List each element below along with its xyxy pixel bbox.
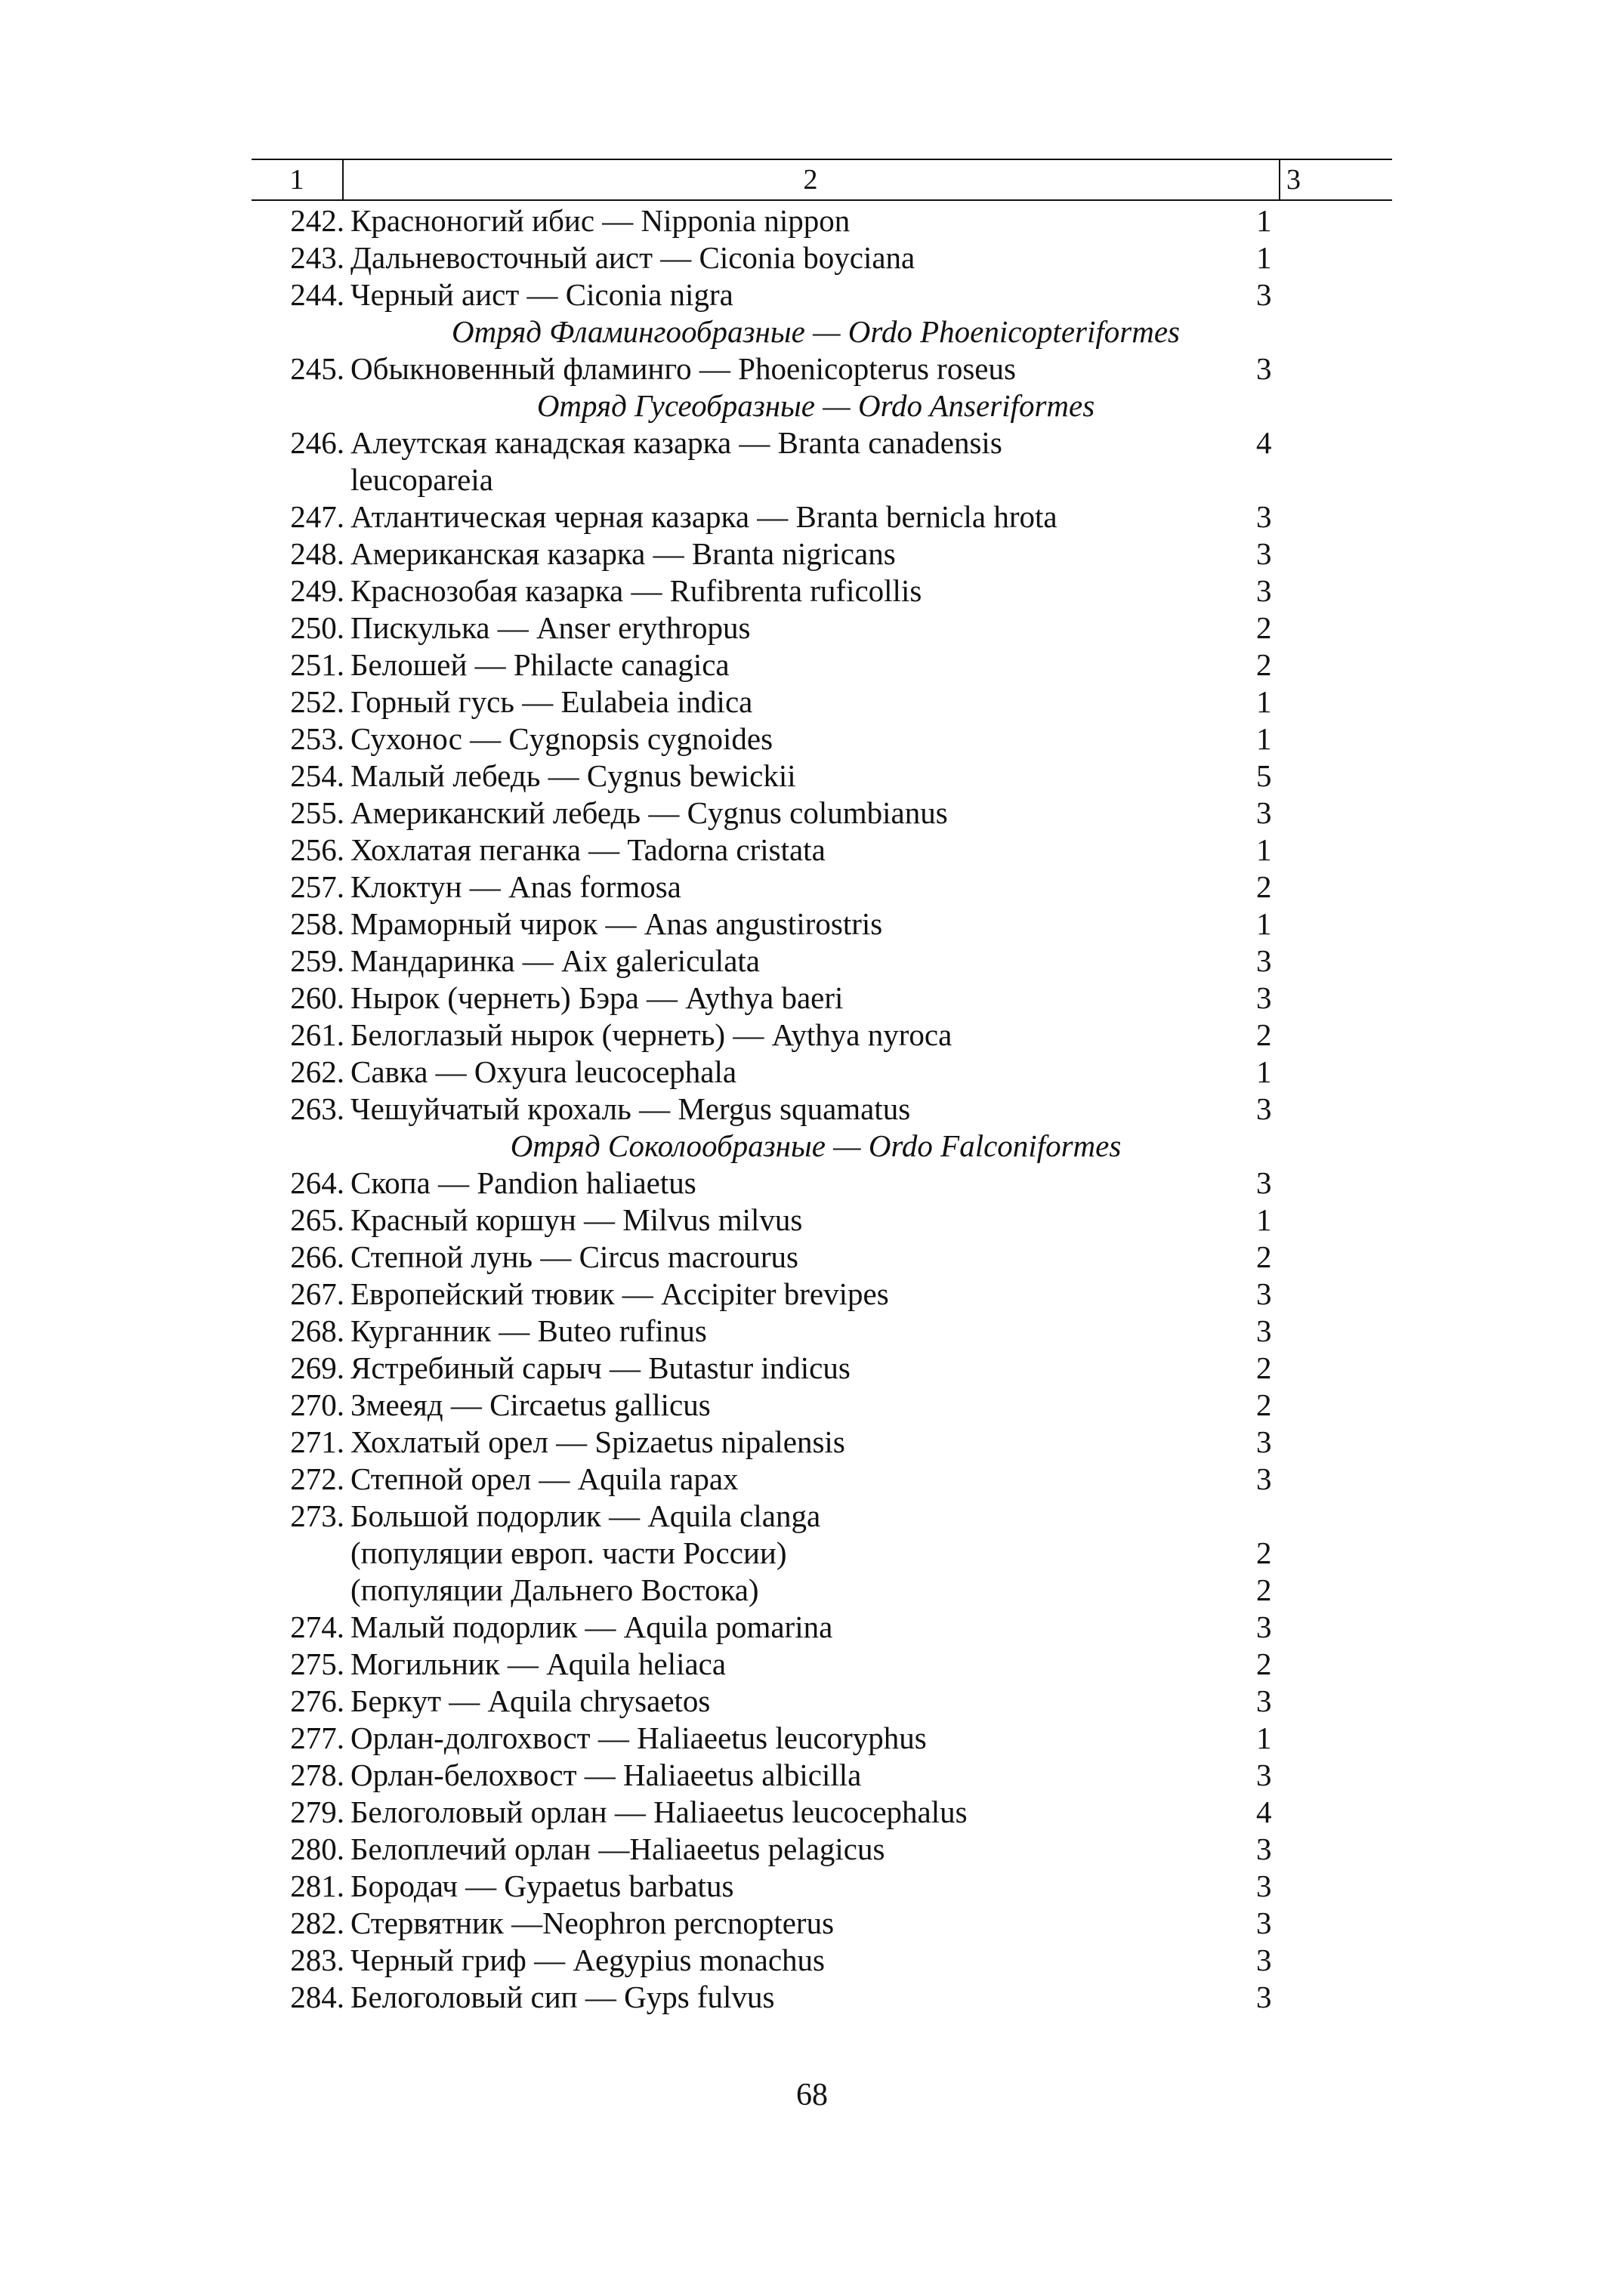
species-row — [252, 1498, 1392, 1535]
species-row — [252, 1276, 1392, 1313]
species-number: 278. — [290, 1757, 344, 1792]
species-category: 3 — [1256, 351, 1272, 386]
species-category: 2 — [1256, 1572, 1272, 1607]
species-name: Дальневосточный аист — Ciconia boyciana — [350, 240, 915, 275]
species-row — [252, 276, 1392, 313]
species-row — [252, 795, 1392, 832]
species-category: 1 — [1256, 203, 1272, 238]
species-name: Хохлатый орел — Spizaetus nipalensis — [350, 1424, 845, 1459]
species-category: 2 — [1256, 1239, 1272, 1274]
species-category: 4 — [1256, 1795, 1272, 1829]
species-row — [252, 572, 1392, 609]
species-row — [252, 1609, 1392, 1646]
species-number: 270. — [290, 1387, 344, 1422]
species-category: 3 — [1256, 1424, 1272, 1459]
species-row — [252, 1868, 1392, 1905]
species-name: Малый лебедь — Cygnus bewickii — [350, 758, 796, 793]
species-row — [252, 535, 1392, 572]
species-name: Черный аист — Ciconia nigra — [350, 277, 733, 312]
species-name: Змееяд — Circaetus gallicus — [350, 1387, 711, 1422]
species-number: 242. — [290, 203, 344, 238]
species-name: Могильник — Aquila heliaca — [350, 1646, 727, 1681]
species-row — [252, 1794, 1392, 1831]
species-category: 2 — [1256, 869, 1272, 904]
species-number: 252. — [290, 684, 344, 719]
species-number: 257. — [290, 869, 344, 904]
species-category: 1 — [1256, 240, 1272, 275]
header-col-1: 1 — [289, 164, 304, 196]
species-row — [252, 647, 1392, 684]
species-name: Белоплечий орлан —Haliaeetus pelagicus — [350, 1832, 885, 1866]
species-row — [252, 832, 1392, 869]
species-category: 2 — [1256, 610, 1272, 645]
species-row — [252, 609, 1392, 647]
species-category: 3 — [1256, 795, 1272, 830]
species-number: 269. — [290, 1350, 344, 1385]
species-number: 249. — [290, 573, 344, 608]
species-category: 2 — [1256, 647, 1272, 682]
species-category: 3 — [1256, 1276, 1272, 1311]
species-name: Стервятник —Neophron percnopterus — [350, 1906, 835, 1940]
species-category: 4 — [1256, 425, 1272, 460]
species-category: 1 — [1256, 1054, 1272, 1089]
species-category: 1 — [1256, 721, 1272, 756]
species-name: Беркут — Aquila chrysaetos — [350, 1683, 711, 1718]
species-name: Скопа — Pandion haliaetus — [350, 1165, 696, 1200]
order-heading — [252, 1128, 1281, 1165]
species-number: 280. — [290, 1832, 344, 1866]
species-name: Обыкновенный фламинго — Phoenicopterus roseus — [350, 351, 1016, 386]
species-number: 243. — [290, 240, 344, 275]
species-number: 276. — [290, 1683, 344, 1718]
species-name: Краснозобая казарка — Rufibrenta ruficollis — [350, 573, 922, 608]
species-category: 3 — [1256, 1943, 1272, 1977]
species-category: 1 — [1256, 1202, 1272, 1237]
species-category: 2 — [1256, 1350, 1272, 1385]
species-name: leucopareia — [350, 462, 493, 497]
species-name: (популяции Дальнего Востока) — [350, 1572, 759, 1607]
species-name: Американский лебедь — Cygnus columbianus — [350, 795, 948, 830]
species-category: 3 — [1256, 573, 1272, 608]
header-col-3: 3 — [1286, 164, 1301, 196]
species-row — [252, 1054, 1392, 1091]
species-number: 258. — [290, 906, 344, 941]
species-number: 251. — [290, 647, 344, 682]
species-row — [252, 721, 1392, 758]
species-row — [252, 1424, 1392, 1461]
species-number: 277. — [290, 1720, 344, 1755]
species-name: Белоглазый нырок (чернеть) — Aythya nyroca — [350, 1017, 952, 1052]
species-row — [252, 943, 1392, 980]
species-number: 262. — [290, 1054, 344, 1089]
page-number: 68 — [796, 2078, 828, 2112]
order-heading — [252, 313, 1281, 350]
species-row — [252, 1017, 1392, 1054]
species-category: 3 — [1256, 943, 1272, 978]
species-name: Ястребиный сарыч — Butastur indicus — [350, 1350, 851, 1385]
species-number: 248. — [290, 536, 344, 571]
species-name: Сухонос — Cygnopsis cygnoides — [350, 721, 773, 756]
species-name: Мандаринка — Aix galericulata — [350, 943, 760, 978]
species-category: 3 — [1256, 499, 1272, 534]
species-row — [252, 239, 1392, 276]
species-name: Степной лунь — Circus macrourus — [350, 1239, 798, 1274]
species-row — [252, 498, 1392, 535]
species-row — [252, 906, 1392, 943]
species-category: 3 — [1256, 1906, 1272, 1940]
species-row — [252, 1461, 1392, 1498]
species-number: 271. — [290, 1424, 344, 1459]
species-category: 3 — [1256, 1757, 1272, 1792]
species-number: 263. — [290, 1091, 344, 1126]
species-number: 244. — [290, 277, 344, 312]
species-number: 264. — [290, 1165, 344, 1200]
species-number: 272. — [290, 1461, 344, 1496]
species-row — [252, 350, 1392, 387]
species-number: 279. — [290, 1795, 344, 1829]
species-name: Черный гриф — Aegypius monachus — [350, 1943, 825, 1977]
species-number: 274. — [290, 1609, 344, 1644]
species-row — [252, 1313, 1392, 1350]
species-category: 1 — [1256, 906, 1272, 941]
species-name: Клоктун — Anas formosa — [350, 869, 681, 904]
species-category: 3 — [1256, 1461, 1272, 1496]
species-number: 266. — [290, 1239, 344, 1274]
species-row — [252, 1831, 1392, 1868]
species-name: Нырок (чернеть) Бэра — Aythya baeri — [350, 980, 844, 1015]
species-row — [252, 1165, 1392, 1202]
species-row — [252, 1350, 1392, 1387]
species-row — [252, 1239, 1392, 1276]
species-row — [252, 1720, 1392, 1757]
table-header — [252, 159, 1392, 201]
species-category: 3 — [1256, 536, 1272, 571]
species-row — [252, 758, 1392, 795]
species-name: Американская казарка — Branta nigricans — [350, 536, 896, 571]
order-heading — [252, 387, 1281, 424]
species-name: Орлан-белохвост — Haliaeetus albicilla — [350, 1757, 862, 1792]
species-category: 3 — [1256, 980, 1272, 1015]
species-category: 3 — [1256, 1165, 1272, 1200]
species-category: 3 — [1256, 1832, 1272, 1866]
species-name: (популяции европ. части России) — [350, 1535, 787, 1570]
species-name: Алеутская канадская казарка — Branta canadensis — [350, 425, 1002, 460]
species-row — [252, 1979, 1392, 2016]
species-name: Степной орел — Aquila rapax — [350, 1461, 739, 1496]
species-number: 282. — [290, 1906, 344, 1940]
species-number: 247. — [290, 499, 344, 534]
species-name: Хохлатая пеганка — Tadorna cristata — [350, 832, 826, 867]
order-heading-text: Отряд Гусеобразные — Ordo Anseriformes — [536, 388, 1095, 423]
species-category: 3 — [1256, 277, 1272, 312]
species-name: Красный коршун — Milvus milvus — [350, 1202, 803, 1237]
species-category: 2 — [1256, 1017, 1272, 1052]
species-category: 3 — [1256, 1683, 1272, 1718]
species-category: 2 — [1256, 1646, 1272, 1681]
species-name: Большой подорлик — Aquila clanga — [350, 1498, 821, 1533]
species-row — [252, 1942, 1392, 1979]
species-category: 1 — [1256, 684, 1272, 719]
species-number: 255. — [290, 795, 344, 830]
species-number: 245. — [290, 351, 344, 386]
species-number: 256. — [290, 832, 344, 867]
species-name: Горный гусь — Eulabeia indica — [350, 684, 753, 719]
species-name: Пискулька — Anser erythropus — [350, 610, 751, 645]
species-row — [252, 1535, 1392, 1572]
species-number: 265. — [290, 1202, 344, 1237]
species-name: Белоголовый орлан — Haliaeetus leucocephalus — [350, 1795, 968, 1829]
species-row — [252, 1646, 1392, 1683]
species-number: 267. — [290, 1276, 344, 1311]
species-number: 281. — [290, 1869, 344, 1903]
species-number: 275. — [290, 1646, 344, 1681]
species-row — [252, 461, 1392, 498]
species-name: Савка — Oxyura leucocephala — [350, 1054, 737, 1089]
species-category: 5 — [1256, 758, 1272, 793]
species-row — [252, 1202, 1392, 1239]
species-number: 250. — [290, 610, 344, 645]
species-name: Курганник — Buteo rufinus — [350, 1313, 707, 1348]
species-category: 3 — [1256, 1609, 1272, 1644]
species-row — [252, 1387, 1392, 1424]
species-row — [252, 202, 1392, 239]
species-row — [252, 1683, 1392, 1720]
species-name: Европейский тювик — Accipiter brevipes — [350, 1276, 889, 1311]
order-heading-text: Отряд Соколообразные — Ordo Falconiformes — [510, 1128, 1122, 1163]
species-name: Мраморный чирок — Anas angustirostris — [350, 906, 883, 941]
species-number: 254. — [290, 758, 344, 793]
species-number: 259. — [290, 943, 344, 978]
species-category: 1 — [1256, 1720, 1272, 1755]
species-category: 2 — [1256, 1535, 1272, 1570]
species-number: 283. — [290, 1943, 344, 1977]
species-name: Чешуйчатый крохаль — Mergus squamatus — [350, 1091, 911, 1126]
species-category: 1 — [1256, 832, 1272, 867]
order-heading-text: Отряд Фламингообразные — Ordo Phoenicopteriformes — [452, 314, 1180, 349]
species-category: 3 — [1256, 1091, 1272, 1126]
species-row — [252, 869, 1392, 906]
species-name: Атлантическая черная казарка — Branta bernicla hrota — [350, 499, 1057, 534]
species-category: 3 — [1256, 1869, 1272, 1903]
species-number: 261. — [290, 1017, 344, 1052]
species-name: Красноногий ибис — Nipponia nippon — [350, 203, 851, 238]
species-category: 3 — [1256, 1980, 1272, 2014]
species-row — [252, 1905, 1392, 1942]
species-number: 273. — [290, 1498, 344, 1533]
species-number: 260. — [290, 980, 344, 1015]
header-col-2: 2 — [803, 164, 818, 196]
species-row — [252, 424, 1392, 461]
species-number: 246. — [290, 425, 344, 460]
species-number: 268. — [290, 1313, 344, 1348]
species-name: Бородач — Gypaetus barbatus — [350, 1869, 734, 1903]
species-number: 284. — [290, 1980, 344, 2014]
species-row — [252, 684, 1392, 721]
species-name: Белоголовый сип — Gyps fulvus — [350, 1980, 775, 2014]
species-category: 3 — [1256, 1313, 1272, 1348]
species-row — [252, 1091, 1392, 1128]
species-category: 2 — [1256, 1387, 1272, 1422]
species-row — [252, 1572, 1392, 1609]
species-row — [252, 980, 1392, 1017]
species-row — [252, 1757, 1392, 1794]
species-list — [252, 202, 1392, 2016]
species-name: Орлан-долгохвост — Haliaeetus leucoryphus — [350, 1720, 927, 1755]
species-name: Малый подорлик — Aquila pomarina — [350, 1609, 833, 1644]
species-number: 253. — [290, 721, 344, 756]
species-name: Белошей — Philacte canagica — [350, 647, 730, 682]
